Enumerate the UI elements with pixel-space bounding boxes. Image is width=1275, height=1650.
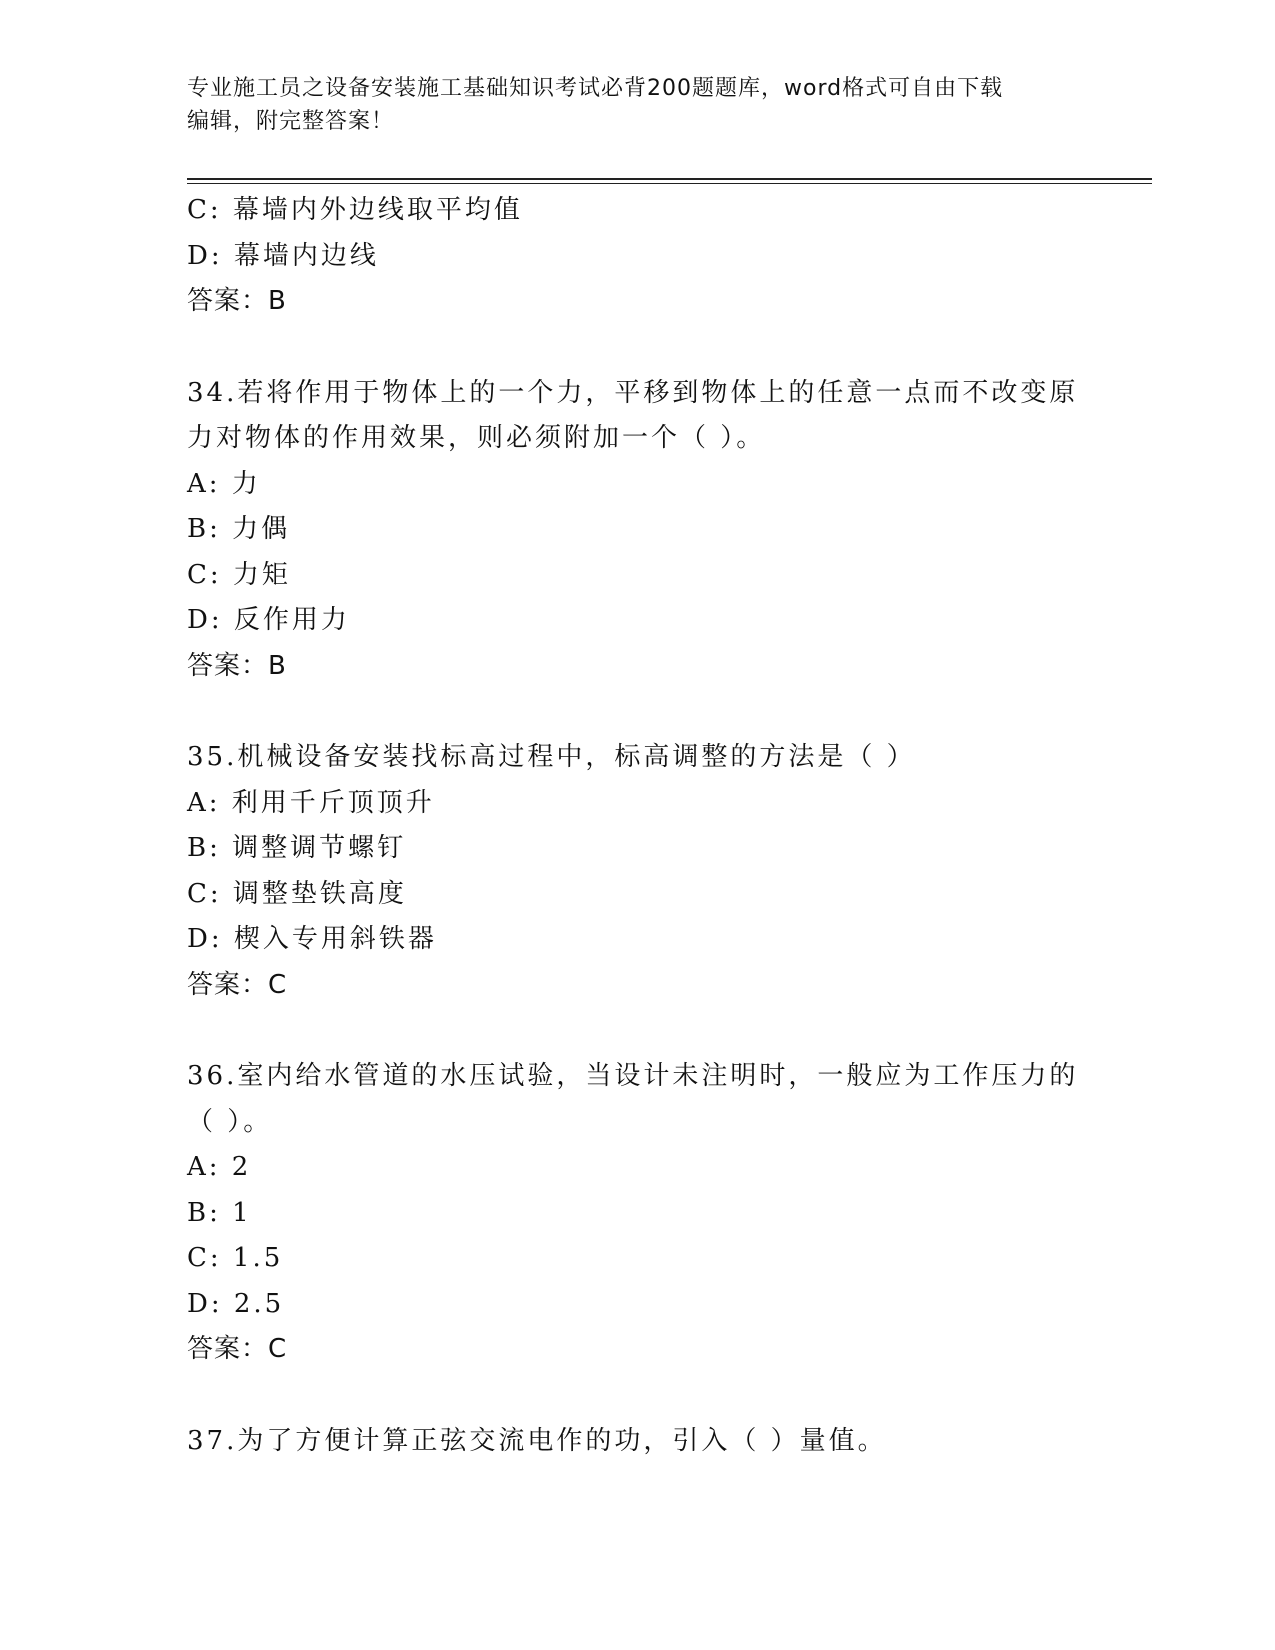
question-33-tail (187, 188, 1087, 325)
option-d: D: 幕墙内边线 (187, 240, 379, 271)
question-stem: （ ）。 (187, 1106, 273, 1137)
option-d: D: 楔入专用斜铁器 (187, 924, 437, 954)
option-d: D: 反作用力 (187, 605, 350, 635)
option-a: A: 力 (187, 468, 261, 499)
header-rule-thick (187, 178, 1152, 180)
header-rule-thin (187, 183, 1152, 184)
option-d: D: 2.5 (187, 1288, 285, 1319)
option-a: A: 2 (187, 1152, 252, 1182)
header-line-2: 编辑，附完整答案！ (187, 109, 395, 134)
option-c: C: 1.5 (187, 1243, 284, 1273)
answer-line: 答案：B (187, 650, 287, 681)
answer-line: 答案：C (187, 1334, 288, 1364)
question-34 (187, 371, 1087, 690)
answer-line: 答案：C (187, 969, 288, 1000)
question-stem: 37.为了方便计算正弦交流电作的功，引入（ ）量值。 (187, 1425, 887, 1456)
option-b: B: 力偶 (187, 514, 291, 544)
document-body (187, 188, 1087, 1464)
header-line-1: 专业施工员之设备安装施工基础知识考试必背200题题库，word格式可自由下载 (187, 76, 1004, 101)
option-c: C: 力矩 (187, 559, 291, 590)
question-stem: 34.若将作用于物体上的一个力，平移到物体上的任意一点而不改变原 (187, 377, 1079, 408)
option-c: C: 调整垫铁高度 (187, 878, 407, 909)
question-stem: 35.机械设备安装找标高过程中，标高调整的方法是（ ） (187, 742, 916, 772)
question-37 (187, 1419, 1087, 1465)
answer-line: 答案：B (187, 286, 287, 316)
option-a: A: 利用千斤顶顶升 (187, 787, 435, 818)
option-b: B: 调整调节螺钉 (187, 833, 407, 863)
question-stem: 力对物体的作用效果，则必须附加一个（ ）。 (187, 423, 766, 453)
option-b: B: 1 (187, 1197, 252, 1228)
question-35 (187, 735, 1087, 1008)
question-stem: 36.室内给水管道的水压试验，当设计未注明时，一般应为工作压力的 (187, 1061, 1079, 1091)
question-36 (187, 1054, 1087, 1373)
option-c: C: 幕墙内外边线取平均值 (187, 195, 523, 225)
document-header (187, 72, 1087, 138)
